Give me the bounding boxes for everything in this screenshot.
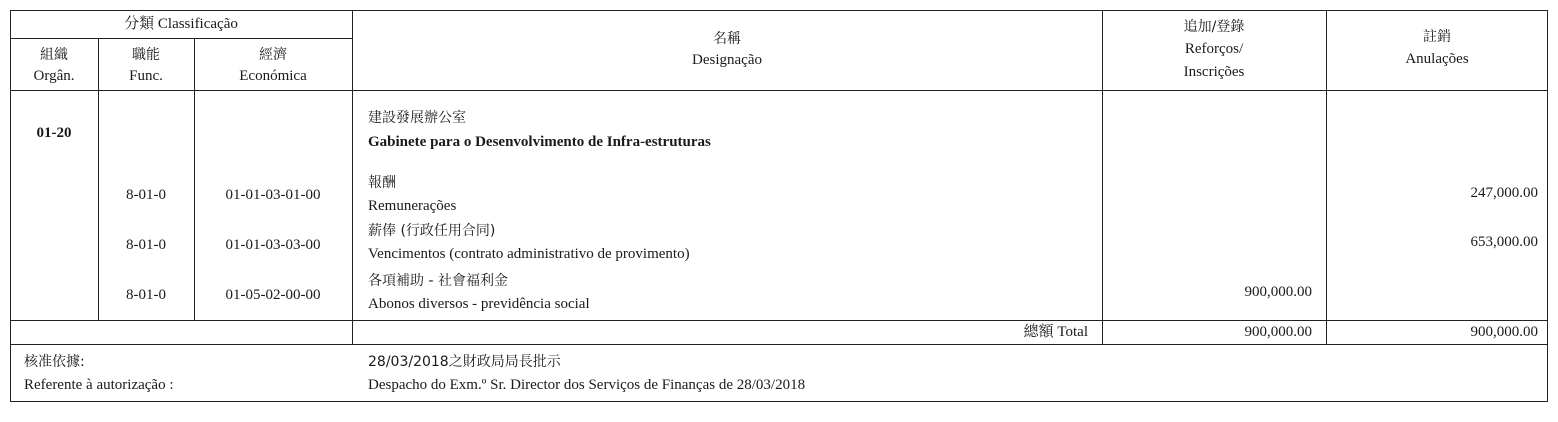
designation-header-pt: Designação xyxy=(692,52,762,68)
total-annulment: 900,000.00 xyxy=(1470,324,1538,340)
organic-header-pt: Orgân. xyxy=(33,68,75,84)
classification-header: 分類 Classificação xyxy=(124,16,238,32)
annulments-header-zh: 註銷 xyxy=(1423,29,1451,45)
total-reinforcement: 900,000.00 xyxy=(1244,324,1312,340)
authorization-label-zh: 核准依據: xyxy=(24,354,85,370)
total-divider-top xyxy=(10,320,1548,321)
designation-header-zh: 名稱 xyxy=(713,31,741,47)
organic-header-zh: 組織 xyxy=(40,47,68,63)
row-economic-code: 01-05-02-00-00 xyxy=(225,287,321,303)
header-subdivider xyxy=(10,38,352,39)
entity-name-pt: Gabinete para o Desenvolvimento de Infra-estruturas xyxy=(368,134,711,150)
entity-name-zh: 建設發展辦公室 xyxy=(368,110,466,126)
row-annulment: 653,000.00 xyxy=(1470,234,1538,250)
row-economic-code: 01-01-03-03-00 xyxy=(225,237,321,253)
header-divider xyxy=(10,90,1548,91)
total-label: 總額 Total xyxy=(1023,324,1088,340)
total-divider-bottom xyxy=(10,344,1548,345)
row-name-pt: Vencimentos (contrato administrativo de provimento) xyxy=(368,246,690,262)
row-annulment: 247,000.00 xyxy=(1470,185,1538,201)
authorization-label-pt: Referente à autorização : xyxy=(24,377,174,393)
row-functional-code: 8-01-0 xyxy=(126,187,166,203)
authorization-text-pt: Despacho do Exm.º Sr. Director dos Serviços de Finanças de 28/03/2018 xyxy=(368,377,806,393)
row-economic-code: 01-01-03-01-00 xyxy=(225,187,321,203)
reinforcements-header-pt2: Inscrições xyxy=(1183,64,1245,80)
row-functional-code: 8-01-0 xyxy=(126,287,166,303)
economic-header-pt: Económica xyxy=(239,68,307,84)
economic-header-zh: 經濟 xyxy=(259,47,287,63)
annulments-header-pt: Anulações xyxy=(1405,51,1469,67)
row-name-pt: Remunerações xyxy=(368,198,457,214)
functional-header-zh: 職能 xyxy=(132,47,160,63)
row-functional-code: 8-01-0 xyxy=(126,237,166,253)
row-name-zh: 各項補助 - 社會福利金 xyxy=(368,273,508,289)
row-reinforcement: 900,000.00 xyxy=(1244,284,1312,300)
functional-header-pt: Func. xyxy=(129,68,163,84)
reinforcements-header-pt1: Reforços/ xyxy=(1184,41,1244,57)
entity-code: 01-20 xyxy=(36,125,72,141)
authorization-text-zh: 28/03/2018之財政局局長批示 xyxy=(368,354,561,370)
row-name-pt: Abonos diversos - previdência social xyxy=(368,296,590,312)
row-name-zh: 報酬 xyxy=(368,175,396,191)
reinforcements-header-zh: 追加/登錄 xyxy=(1183,19,1245,35)
row-name-zh: 薪俸 (行政任用合同) xyxy=(368,223,496,239)
